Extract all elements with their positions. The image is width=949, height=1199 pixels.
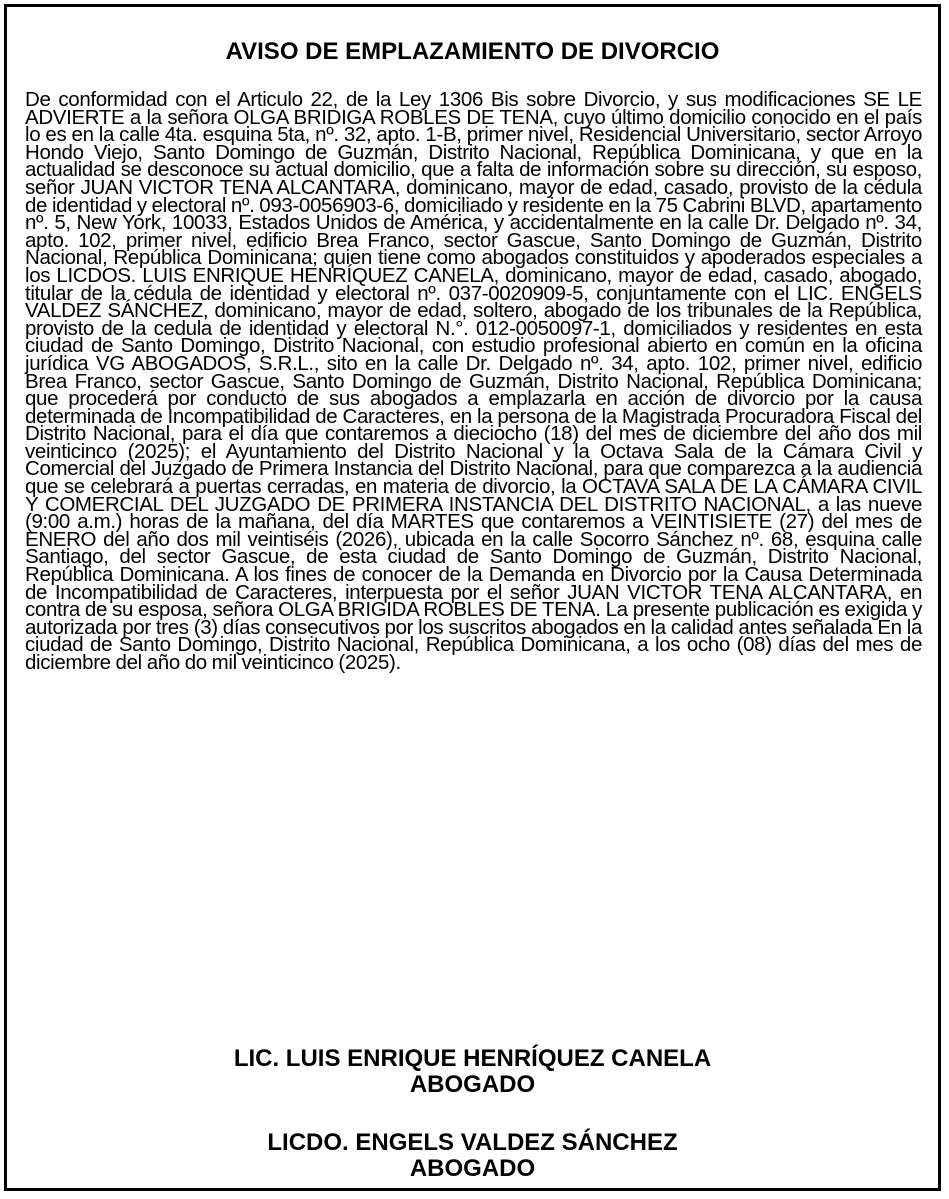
notice-title: AVISO DE EMPLAZAMIENTO DE DIVORCIO (225, 38, 720, 65)
legal-notice-box (4, 4, 941, 1191)
signature-block-valdez (7, 1130, 938, 1182)
signatory-role: ABOGADO (409, 1155, 536, 1182)
signatory-role: ABOGADO (409, 1071, 536, 1098)
signatory-name: LICDO. ENGELS VALDEZ SÁNCHEZ (267, 1129, 678, 1156)
signature-block-henriquez (7, 1046, 938, 1098)
notice-body-text: De conformidad con el Articulo 22, de la Ley 1306 Bis sobre Divorcio, y sus modificaciones SE LE ADVIERTE a la señora OLGA BRIDIGA ROBLES DE TENA, cuyo último domicilio conocido en el país lo es en la calle 4ta. esquina 5ta, nº. 32, apto. 1-B, primer nivel, Residencial Universitario, sector Arroyo Hondo Viejo, Santo Domingo de Guzmán, Distrito Nacional, República Dominicana, y que en la actualidad se desconoce su actual domicilio, que a falta de información sobre su dirección, su esposo, señor JUAN VICTOR TENA ALCANTARA, dominicano, mayor de edad, casado, provisto de la cédula de identidad y electoral nº. 093-0056903-6, domiciliado y residente en la 75 Cabrini BLVD, apartamento nº. 5, New York, 10033, Estados Unidos de América, y accidentalmente en la calle Dr. Delgado nº. 34, apto. 102, primer nivel, edificio Brea Franco, sector Gascue, Santo Domingo de Guzmán, Distrito Nacional, República Dominicana; quien tiene como abogados constituidos y apoderados especiales a los LICDOS. LUIS ENRIQUE HENRÍQUEZ CANELA, dominicano, mayor de edad, casado, abogado, titular de la cédula de identidad y electoral nº. 037-0020909-5, conjuntamente con el LIC. ENGELS VALDEZ SÁNCHEZ, dominicano, mayor de edad, soltero, abogado de los tribunales de la República, provisto de la cedula de identidad y electoral N.°. 012-0050097-1, domiciliados y residentes en esta ciudad de Santo Domingo, Distrito Nacional, con estudio profesional abierto en común en la oficina jurídica VG ABOGADOS, S.R.L., sito en la calle Dr. Delgado nº. 34, apto. 102, primer nivel, edificio Brea Franco, sector Gascue, Santo Domingo de Guzmán, Distrito Nacional, República Dominicana; que procederá por conducto de sus abogados a emplazarla en acción de divorcio por la causa determinada de Incompatibilidad de Caracteres, en la persona de la Magistrada Procuradora Fiscal del Distrito Nacional, para el día que contaremos a dieciocho (18) del mes de diciembre del año dos mil veinticinco (2025); el Ayuntamiento del Distrito Nacional y la Octava Sala de la Cámara Civil y Comercial del Juzgado de Primera Instancia del Distrito Nacional, para que comparezca a la audiencia que se celebrará a puertas cerradas, en materia de divorcio, la OCTAVA SALA DE LA CÁMARA CIVIL Y COMERCIAL DEL JUZGADO DE PRIMERA INSTANCIA DEL DISTRITO NACIONAL, a las nueve (9:00 a.m.) horas de la mañana, del día MARTES que contaremos a VEINTISIETE (27) del mes de ENERO del año dos mil veintiséis (2026), ubicada en la calle Socorro Sánchez nº. 68, esquina calle Santiago, del sector Gascue, de esta ciudad de Santo Domingo de Guzmán, Distrito Nacional, República Dominicana. A los fines de conocer de la Demanda en Divorcio por la Causa Determinada de Incompatibilidad de Caracteres, interpuesta por el señor JUAN VICTOR TENA ALCANTARA, en contra de su esposa, señora OLGA BRIGIDA ROBLES DE TENA. La presente publicación es exigida y autorizada por tres (3) días consecutivos por los suscritos abogados en la calidad antes señalada En la ciudad de Santo Domingo, Distrito Nacional, República Dominicana, a los ocho (08) días del mes de diciembre del año do mil veinticinco (2025). (25, 88, 922, 674)
signatory-name: LIC. LUIS ENRIQUE HENRÍQUEZ CANELA (233, 1045, 712, 1072)
